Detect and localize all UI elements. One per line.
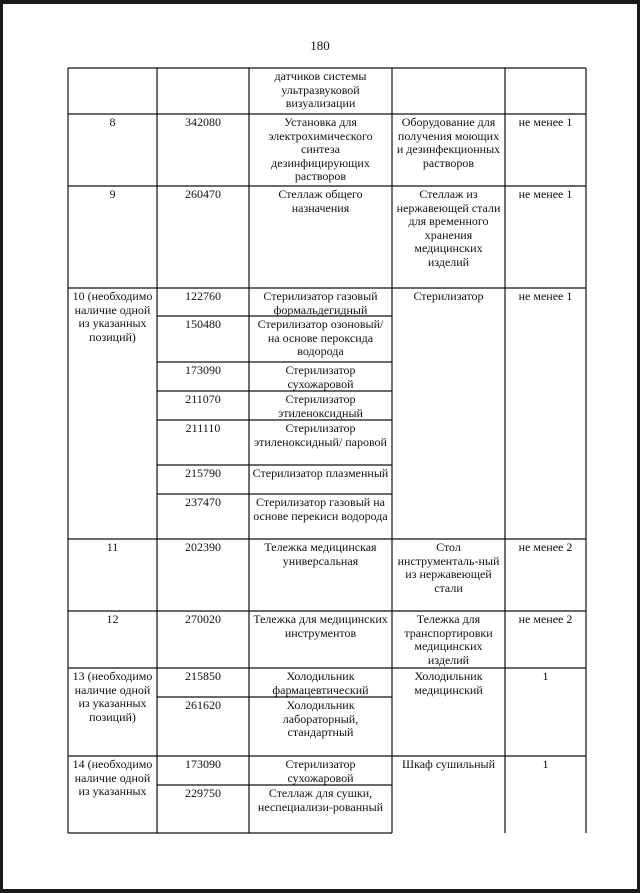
- page-number: 180: [310, 38, 330, 53]
- table-cell-num: 14 (необходимо наличие одной из указанных: [72, 757, 153, 798]
- table-cell-code: 202390: [185, 540, 221, 554]
- table-cell-qty: не менее 1: [518, 289, 573, 303]
- table-cell-qty: не менее 2: [518, 540, 573, 554]
- table-cell-name: Стерилизатор этиленоксидный/ паровой: [254, 421, 387, 449]
- table-cell-category: Оборудование для получения моющих и дезинфекционных растворов: [396, 115, 501, 170]
- table-cell-code: 229750: [185, 786, 221, 800]
- table-cell-code: 270020: [185, 612, 221, 626]
- table-cell-name: Тележка для медицинских инструментов: [253, 612, 388, 640]
- table-cell-category: Тележка для транспортировки медицинских изделий: [404, 612, 493, 667]
- table-cell-code: 260470: [185, 187, 221, 201]
- table-cell-qty: не менее 1: [518, 187, 573, 201]
- table-cell-code: 215790: [185, 466, 221, 480]
- table-cell-code: 215850: [185, 669, 221, 683]
- table-cell-name: Стеллаж общего назначения: [278, 187, 363, 215]
- table-cell-name: Тележка медицинская универсальная: [264, 540, 377, 568]
- table-cell-num: 10 (необходимо наличие одной из указанных позиций): [72, 289, 153, 344]
- table-cell-name: Стерилизатор газовый на основе перекиси водорода: [253, 495, 388, 523]
- table-cell-name: Холодильник фармацевтический: [272, 669, 369, 697]
- table-cell-code: 237470: [185, 495, 221, 509]
- table-cell-category: Стеллаж из нержавеющей стали для временного хранения медицинских изделий: [396, 187, 501, 269]
- table-cell-name: Стерилизатор сухожаровой: [285, 363, 356, 391]
- table-cell-name: Стерилизатор газовый формальдегидный: [263, 289, 378, 317]
- table-cell-name: Стерилизатор плазменный: [252, 466, 389, 480]
- table-cell-num: 9: [109, 187, 116, 201]
- table-cell-name: датчиков системы ультразвуковой визуализации: [274, 69, 367, 110]
- table-cell-category: Стол инструменталь-ный из нержавеющей стали: [397, 540, 500, 595]
- table-cell-name: Холодильник лабораторный, стандартный: [282, 698, 359, 739]
- table-cell-category: Стерилизатор: [413, 289, 484, 303]
- table-cell-code: 211110: [185, 421, 221, 435]
- table-cell-qty: не менее 1: [518, 115, 573, 129]
- table-cell-code: 211070: [185, 392, 221, 406]
- table-cell-qty: 1: [542, 757, 549, 771]
- table-cell-name: Установка для электрохимического синтеза дезинфицирующих растворов: [268, 115, 373, 183]
- table-cell-num: 11: [106, 540, 119, 554]
- table-cell-code: 261620: [185, 698, 221, 712]
- table-cell-name: Стерилизатор этиленоксидный: [278, 392, 363, 420]
- table-cell-code: 173090: [185, 757, 221, 771]
- table-cell-name: Стеллаж для сушки, неспециализи-рованный: [257, 786, 384, 814]
- table-cell-code: 342080: [185, 115, 221, 129]
- table-cell-num: 13 (необходимо наличие одной из указанных позиций): [72, 669, 153, 724]
- table-cell-category: Холодильник медицинский: [414, 669, 483, 697]
- table-cell-category: Шкаф сушильный: [401, 757, 496, 771]
- table-cell-name: Стерилизатор озоновый/на основе пероксида водорода: [257, 317, 384, 358]
- table-cell-qty: не менее 2: [518, 612, 573, 626]
- table-cell-code: 150480: [185, 317, 221, 331]
- table-cell-code: 122760: [185, 289, 221, 303]
- table-cell-num: 8: [109, 115, 116, 129]
- table-cell-qty: 1: [542, 669, 549, 683]
- table-cell-name: Стерилизатор сухожаровой: [285, 757, 356, 785]
- table-cell-code: 173090: [185, 363, 221, 377]
- table-cell-num: 12: [106, 612, 119, 626]
